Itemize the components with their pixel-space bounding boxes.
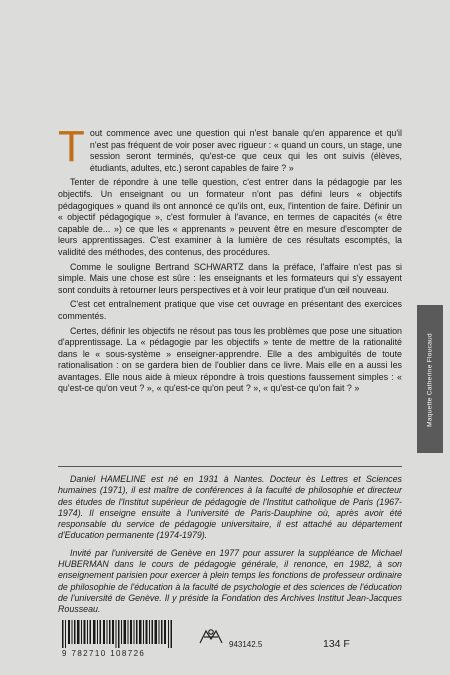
isbn-digits: 9 782710 108726: [62, 649, 146, 658]
blurb-paragraph-5: Certes, définir les objectifs ne résout pas tous les problèmes que pose une situation d'apprentissage. La « pédagogie par les objectifs » tente de mettre de la rationalité dans le « sous-système » enseigner-apprendre. Elle a des ambiguïtés de toute rationalisation : on se gardera bien de l'oublier dans ce livre. Mais elle en a aussi les avantages. Elle nous aide à mieux répondre à trois questions faussement simples : « qu'est-ce qu'on veut ? », « qu'est-ce qu'on peut ? », « qu'est-ce qu'on fait ? »: [58, 325, 402, 394]
blurb-paragraph-4: C'est cet entraînement pratique que vise cet ouvrage en présentant des exercices commentés.: [58, 299, 402, 321]
publisher-logo-icon: [198, 627, 224, 650]
author-bio: [58, 474, 402, 622]
blurb-paragraph-1: Tout commence avec une question qui n'est banale qu'en apparence et qu'il n'est pas fréquent de voir poser avec rigueur : « quand un cours, un stage, une session seront terminés, qu'est-ce que ceux qui les ont suivis (élèves, étudiants, adultes, etc.) seront capables de faire ? »: [58, 122, 402, 173]
catalog-code: 943142.5: [229, 640, 263, 649]
price-label: 134 F: [323, 638, 350, 650]
bio-paragraph-2: Invité par l'université de Genève en 1977 pour assurer la suppléance de Michael HUBERMAN dans le cours de pédagogie générale, il renonce, en 1982, à son enseignement parisien pour exercer à plein temps les fonctions de professeur ordinaire de philosophie de l'éducation à la faculté de psychologie et des sciences de l'éducation de l'université de Genève. Il y préside la Fondation des Archives Institut Jean-Jacques Rousseau.: [58, 547, 402, 615]
blurb-paragraph-2: Tenter de répondre à une telle question, c'est entrer dans la pédagogie par les objectifs. Un enseignant ou un formateur n'ont pas défini leurs « objectifs pédagogiques » quand ils ont annoncé ce qu'ils ont, eux, l'intention de faire. Définir un « objectif pédagogique », c'est formuler à l'avance, en termes de capacités (« être capable de... ») ce que les « apprenants » peuvent être en mesure d'escompter de leurs apprentissages. C'est examiner à la lumière de ces résultats escomptés, la validité des méthodes, des contenus, des procédures.: [58, 177, 402, 257]
design-credit: Maquette Catherine Floucaud: [426, 333, 434, 427]
drop-cap: T: [58, 122, 85, 171]
bio-paragraph-1: Daniel HAMELINE est né en 1931 à Nantes. Docteur ès Lettres et Sciences humaines (1971), il est maître de conférences à la faculté de philosophie et directeur des études de l'Institut supérieur de pédagogie de l'Institut catholique de Paris (1967-1974). Il enseigne ensuite à l'université de Paris-Dauphine où, après avoir été responsable du service de pédagogie universitaire, il est attaché au département d'Education permanente (1974-1979).: [58, 474, 402, 541]
section-divider: [58, 466, 402, 467]
blurb-text: [58, 122, 402, 398]
isbn-barcode: [62, 620, 174, 658]
blurb-paragraph-3: Comme le souligne Bertrand SCHWARTZ dans la préface, l'affaire n'est pas si simple. Mais une chose est sûre : les enseignants et les formateurs qui s'y essayent sont conduits à retourner leurs perspectives et à voir leur pratique d'un œil nouveau.: [58, 261, 402, 295]
barcode-icon: [62, 620, 174, 648]
